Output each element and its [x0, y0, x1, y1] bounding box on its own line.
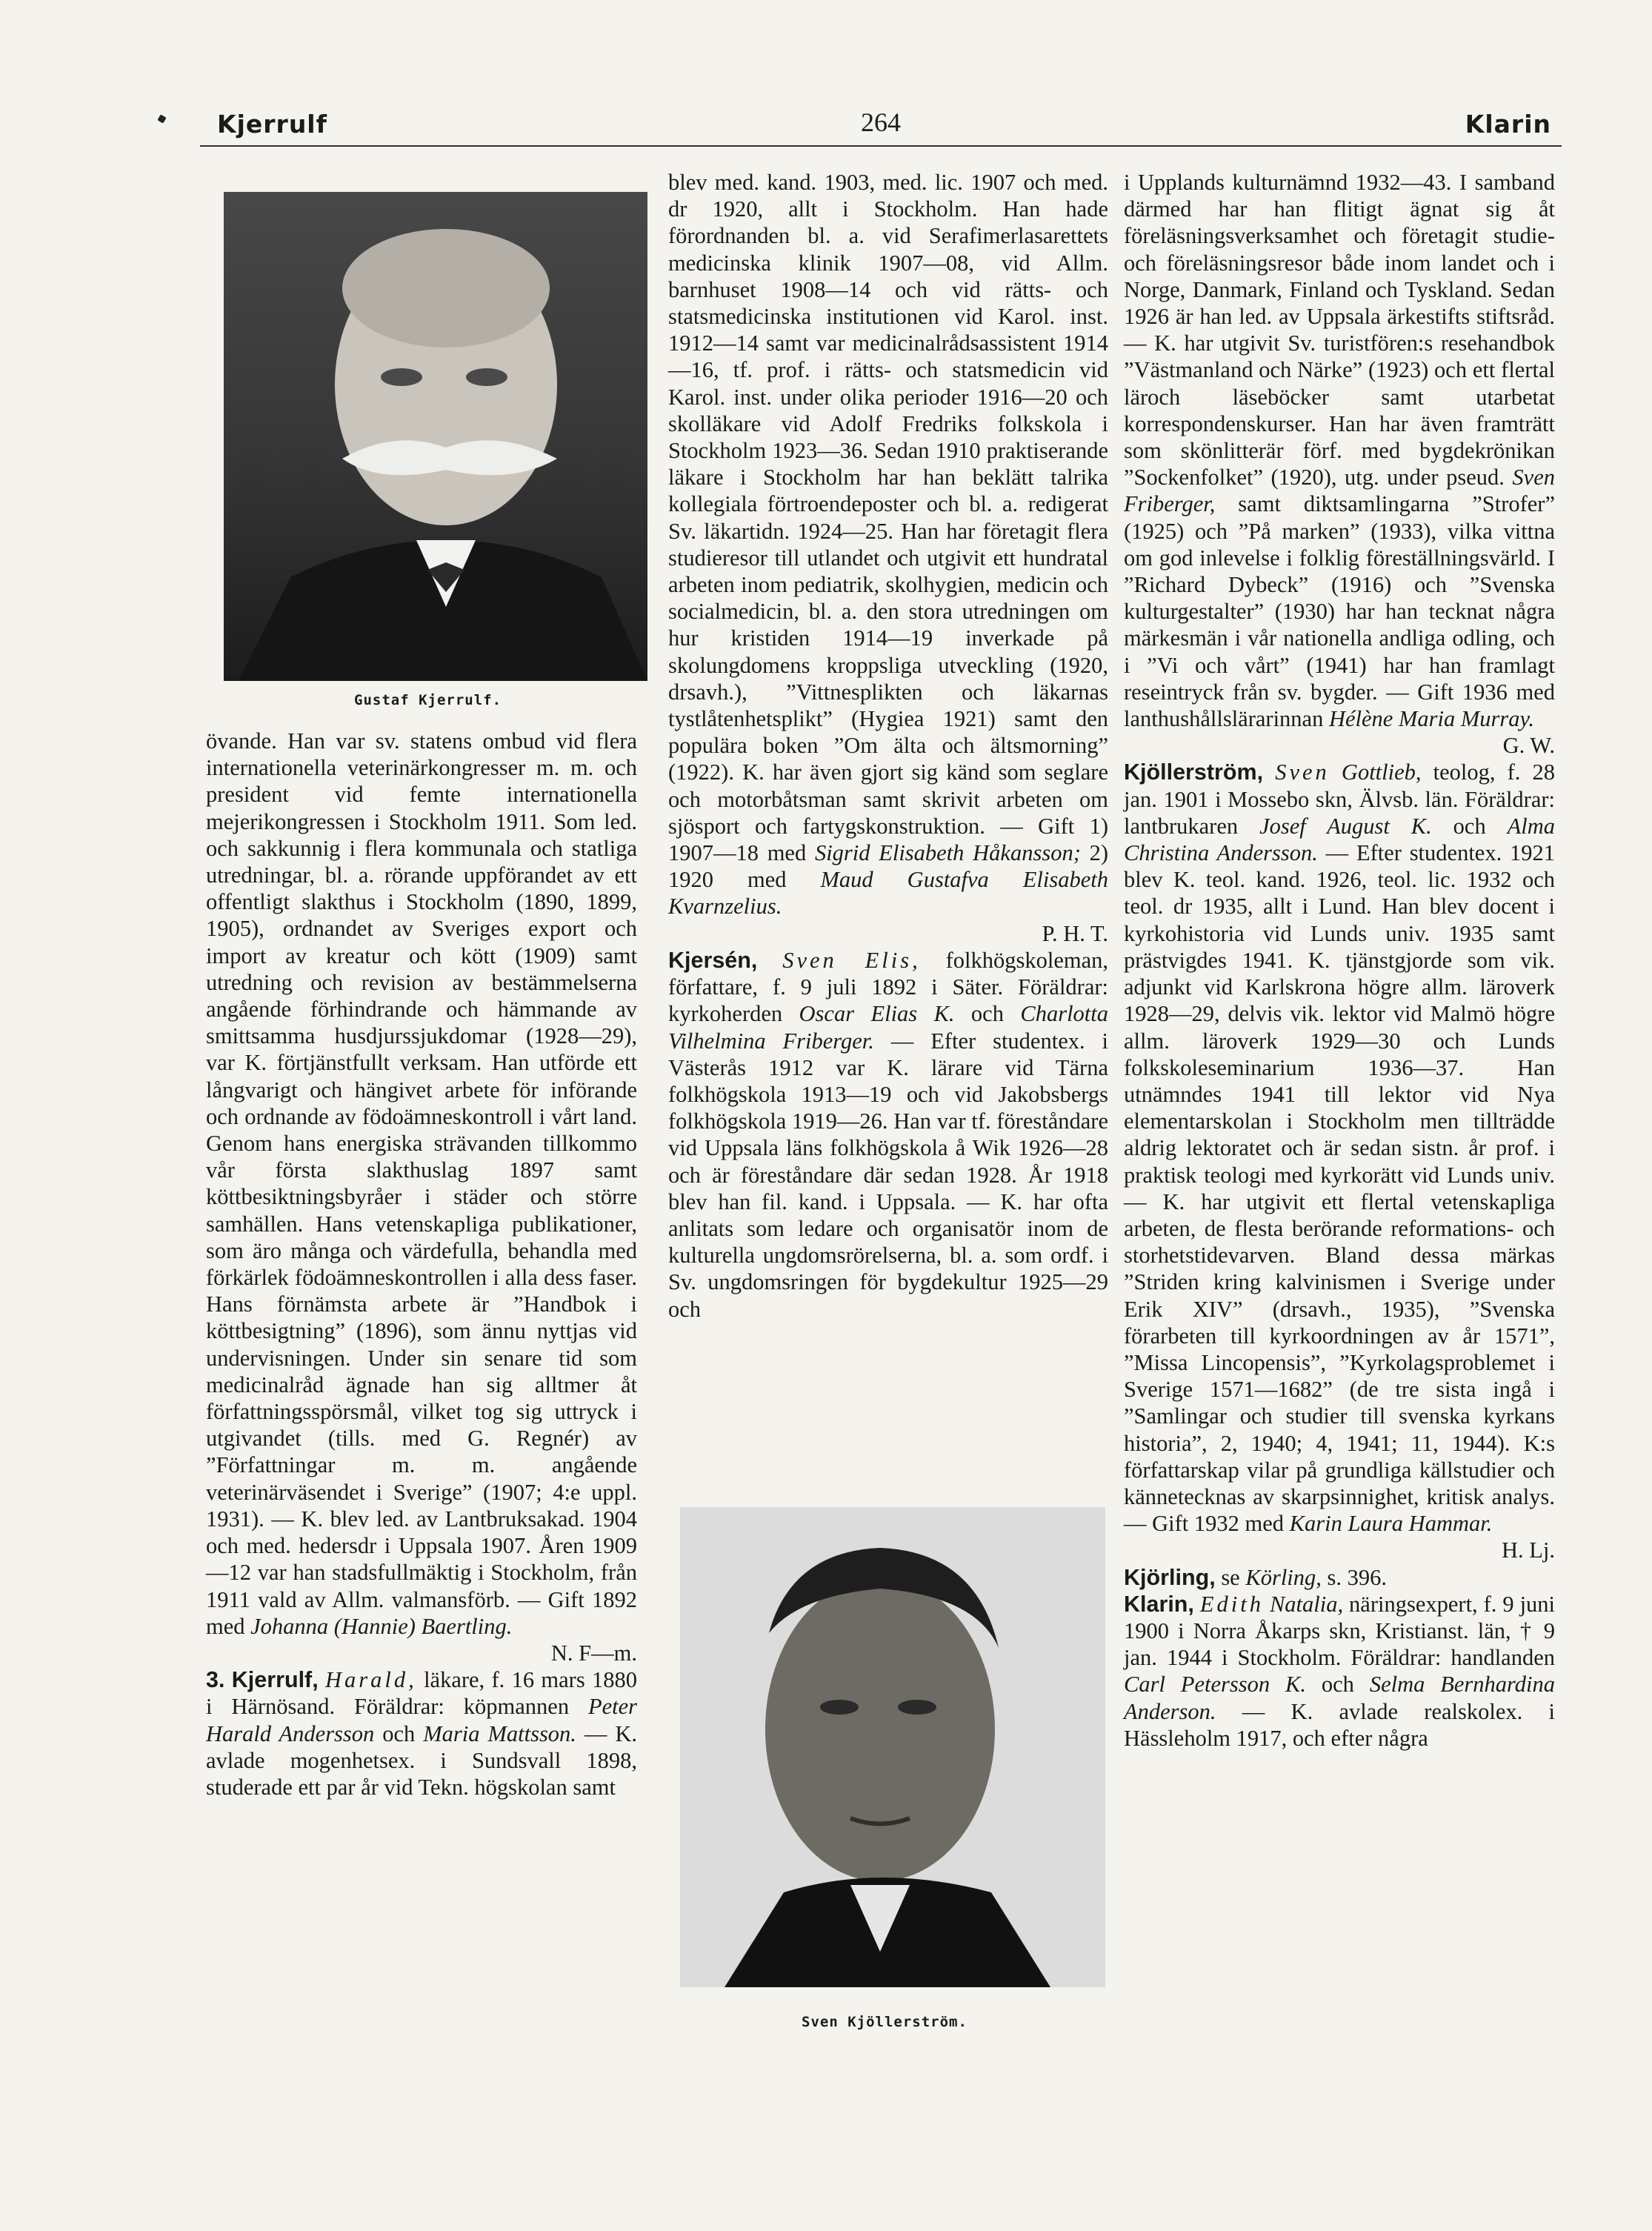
cross-reference: Körling, — [1245, 1564, 1322, 1590]
entry-continuation-sven-kjersen — [1124, 169, 1555, 759]
author-signature: N. F—m. — [550, 1640, 637, 1666]
father-name: Carl Petersson K. — [1124, 1672, 1306, 1698]
entry-sven-kjollerstrom — [1124, 759, 1555, 1563]
father-name: Josef August K. — [1259, 813, 1432, 839]
entry-surname: Kjersén, — [668, 947, 758, 973]
author-signature: P. H. T. — [1042, 920, 1108, 946]
body-text: — K. avlade realskolex. i Hässleholm 1917, och efter några — [1124, 1698, 1555, 1751]
portrait-photo-sven-kjollerstrom — [680, 1507, 1105, 1987]
spouse-name: Sigrid Elisabeth Håkansson; — [814, 840, 1081, 866]
spouse-name: Johanna (Hannie) Baertling. — [250, 1613, 513, 1639]
column-1 — [206, 728, 637, 1801]
body-text: och — [954, 1001, 1021, 1027]
bullet-mark — [157, 114, 166, 123]
entry-given-name-2: Gottlieb, — [1341, 759, 1422, 785]
header-rule — [200, 145, 1562, 147]
body-text: och — [1305, 1672, 1370, 1698]
portrait-photo-gustaf-kjerrulf — [224, 192, 647, 681]
body-text: i Upplands kulturnämnd 1932—43. I samband därmed har han flitigt ägnat sig åt föreläsningsverksamhet och företagit studie- och föreläsningsresor både inom landet och i Norge, Danmark, Finland och Tyskland. Sedan 1926 är han led. av Uppsala ärkestifts stiftsråd. — K. har utgivit Sv. turistfören:s resehandbok ”Västmanland och Närke” (1923) och ett flertal läroch läseböcker samt utarbetat korrespondenskurser. Han har även framträtt som skönlitterär förf. med bygdekrönikan ”Sockenfolket” (1920), utg. under pseud. — [1124, 170, 1555, 491]
entry-surname: Klarin, — [1124, 1591, 1194, 1617]
entry-number: 3. — [206, 1667, 225, 1693]
photo-caption-gustaf-kjerrulf: Gustaf Kjerrulf. — [354, 692, 502, 708]
entry-surname: Kjörling, — [1124, 1564, 1216, 1590]
running-head-right: Klarin — [1465, 110, 1551, 139]
body-text: blev med. kand. 1903, med. lic. 1907 och med. dr 1920, allt i Stockholm. Han hade förordnanden bl. a. vid Serafimerlasarettets medicinska klinik 1907—08, vid Allm. barnhuset 1908—14 och vid rätts- och statsmedicinska institutionen vid Karol. inst. 1912—14 samt var medicinalrådsassistent 1914—16, tf. prof. i rätts- och statsmedicin vid Karol. inst. under olika perioder 1916—20 och skolläkare vid Adolf Fredriks folkskola i Stockholm 1923—36. Sedan 1910 praktiserande läkare i Stockholm har han beklätt talrika kollegiala förtroendeposter och bl. a. redigerat Sv. läkartidn. 1924—25. Han har företagit flera studieresor till utlandet och utgivit ett hundratal arbeten inom pediatrik, skolhygien, medicin och socialmedicin, bl. a. den stora utredningen om hur kristiden 1914—19 inverkade på skolungdomens kroppsliga utveckling (1920, drsavh.), ”Vittnesplikten och läkarnas tystlåtenhetsplikt” (Hygiea 1921) samt den populära boken ”Om älta och ältsmorning” (1922). K. har även gjort sig känd som seglare och motorbåtsman samt skrivit arbeten om sjösport och fartygskonstruktion. — Gift 1) 1907—18 med — [668, 170, 1108, 866]
entry-continuation-harald — [668, 169, 1108, 947]
column-3 — [1124, 169, 1555, 1752]
entry-surname: Kjöllerström, — [1124, 759, 1264, 785]
spouse-name: Maud Gustafva Elisabeth Kvarnzelius. — [668, 867, 1109, 920]
entry-harald-kjerrulf — [206, 1666, 637, 1801]
body-text: se — [1215, 1564, 1246, 1590]
entry-given-name: Sven Elis, — [782, 947, 921, 973]
entry-edith-klarin — [1124, 1591, 1555, 1752]
body-text: s. 396. — [1321, 1564, 1388, 1590]
entry-given-name: Harald, — [325, 1667, 417, 1693]
column-2 — [668, 169, 1108, 1323]
body-text: — Efter studentex. i Västerås 1912 var K. lärare vid Tärna folkhögskola 1913—19 och vid Jakobsbergs folkhögskola 1919—26. Han var tf. föreståndare vid Uppsala läns folkhögskola å Wik 1926—28 och är föreståndare där sedan 1928. År 1918 blev han fil. kand. i Uppsala. — K. har ofta anlitats som ledare och organisatör inom de kulturella ungdomsrörelserna, bl. a. som ordf. i Sv. ungdomsringen för bygdekultur 1925—29 och — [668, 1028, 1108, 1322]
mother-name: Selma Bernhardina Anderson. — [1124, 1672, 1555, 1724]
entry-kjorling-crossref — [1124, 1564, 1555, 1591]
entry-given-name: Sven — [1275, 759, 1330, 785]
pseudonym: Sven Friberger, — [1124, 465, 1555, 517]
entry-sven-kjersen — [668, 947, 1108, 1323]
running-head-left: Kjerrulf — [217, 110, 327, 139]
entry-continuation-gustaf — [206, 728, 637, 1666]
entry-given-name: Edith — [1199, 1591, 1264, 1617]
body-text: samt diktsamlingarna ”Strofer” (1925) och ”På marken” (1933), vilka vittna om god inlevelse i folklig föreställningsvärld. I ”Richard Dybeck” (1916) och ”Svenska kulturgestalter” (1930) har han tecknat några märkesmän i vår nationella andliga odling, och i ”Vi och vårt” (1941) har han framlagt reseintryck från sv. bygder. — Gift 1936 med lanthushållslärarinnan — [1124, 491, 1555, 732]
body-text: och — [1431, 813, 1508, 839]
body-text: — K. avlade mogenhetsex. i Sundsvall 1898, studerade ett par år vid Tekn. högskolan samt — [206, 1720, 637, 1800]
body-text: läkare, f. 16 mars 1880 i Härnösand. Föräldrar: köpmannen — [206, 1667, 637, 1720]
spouse-name: Hélène Maria Murray. — [1328, 706, 1534, 732]
body-text: — Efter studentex. 1921 blev K. teol. kand. 1926, teol. lic. 1932 och teol. dr 1935, allt i Lund. Han blev docent i kyrkohistoria vid Lunds univ. 1935 samt prästvigdes 1941. K. tjänstgjorde som vik. adjunkt vid Karlskrona högre allm. läroverk 1928—29, delvis vik. lektor vid Malmö högre allm. läroverk 1929—30 och Lunds folkskoleseminarium 1936—37. Han utnämndes 1941 till lektor vid Nya elementarskolan i Stockholm men tillträdde aldrig lektoratet och är sedan sistn. år prof. i praktisk teologi med kyrkorätt vid Lunds univ. — K. har utgivit ett flertal vetenskapliga arbeten, de flesta berörande reformations- och storhetstidevarven. Bland dessa märkas ”Striden kring kalvinismen i Sverige under Erik XIV” (drsavh., 1935), ”Svenska förarbeten till kyrkoordningen av år 1571”, ”Missa Lincopensis”, ”Kyrkolagsproblemet i Sverige 1571—1682” (de tre sista ingå i ”Samlingar och studier till svenska kyrkans historia”, 2, 1940; 4, 1941; 11, 1944). K:s författarskap vilar på grundliga källstudier och kännetecknas av skarpsinnighet, kritisk analys. — Gift 1932 med — [1124, 840, 1555, 1537]
photo-caption-sven-kjollerstrom: Sven Kjöllerström. — [802, 2014, 967, 2030]
entry-surname: Kjerrulf, — [231, 1667, 319, 1693]
body-text: övande. Han var sv. statens ombud vid flera internationella veterinärkongresser m. m. och president vid femte internationella mejerikongressen i Stockholm 1911. Som led. och sakkunnig i flera kommunala och statliga utredningar, bl. a. rörande uppförandet av ett offentligt slakthus i Stockholm (1890, 1899, 1905), ordnandet av Sveriges export och import av kreatur och kött (1909) samt utredning och revision av bestämmelserna angående förhindrande och hämmande av smittsamma husdjurssjukdomar (1928—29), var K. förtjänstfullt verksam. Han utförde ett långvarigt och hängivet arbete för införande och ordnande av födoämneskontroll i vårt land. Genom hans energiska strävanden tillkommo vår första slakthuslag 1897 samt köttbesiktningsbyråer i städer och större samhällen. Hans vetenskapliga publikationer, som äro många och värdefulla, behandla med förkärlek födoämneskontrollen i alla dess faser. Hans förnämsta arbete är ”Handbok i köttbesigtning” (1896), som ännu nyttjas vid undervisningen. Under sin senare tid som medicinalråd ägnade han sig alltmer åt författningsspörsmål, vilket tog sig uttryck i utgivandet (tills. med G. Regnér) av ”Författningar m. m. angående veterinärväsendet i Sverige” (1907; 4:e uppl. 1931). — K. blev led. av Lantbruksakad. 1904 och med. hedersdr i Uppsala 1907. Åren 1909—12 var han stadsfullmäktig i Stockholm, från 1911 vald av Allm. valmansförb. — Gift 1892 med — [206, 728, 637, 1639]
body-text: och — [374, 1720, 424, 1746]
page-number: 264 — [861, 107, 901, 137]
mother-name: Maria Mattsson. — [423, 1720, 576, 1746]
spouse-name: Karin Laura Hammar. — [1289, 1511, 1493, 1537]
body-text: näringsexpert, f. 9 juni 1900 i Norra Åkarps skn, Kristianst. län, † 9 jan. 1944 i Stockholm. Föräldrar: handlanden — [1124, 1591, 1556, 1671]
author-signature: G. W. — [1502, 733, 1555, 759]
mother-name: Alma Christina Andersson. — [1124, 813, 1556, 866]
father-name: Peter Harald Andersson — [206, 1694, 637, 1746]
body-text: 2) 1920 med — [668, 840, 1108, 893]
mother-name: Charlotta Vilhelmina Friberger. — [668, 1001, 1108, 1054]
father-name: Oscar Elias K. — [799, 1001, 955, 1027]
entry-given-name-2: Natalia, — [1269, 1591, 1344, 1617]
author-signature: H. Lj. — [1501, 1537, 1555, 1563]
body-text: folkhögskoleman, författare, f. 9 juli 1892 i Säter. Föräldrar: kyrkoherden — [668, 947, 1109, 1027]
body-text: teolog, f. 28 jan. 1901 i Mossebo skn, Älvsb. län. Föräldrar: lantbrukaren — [1124, 759, 1555, 839]
